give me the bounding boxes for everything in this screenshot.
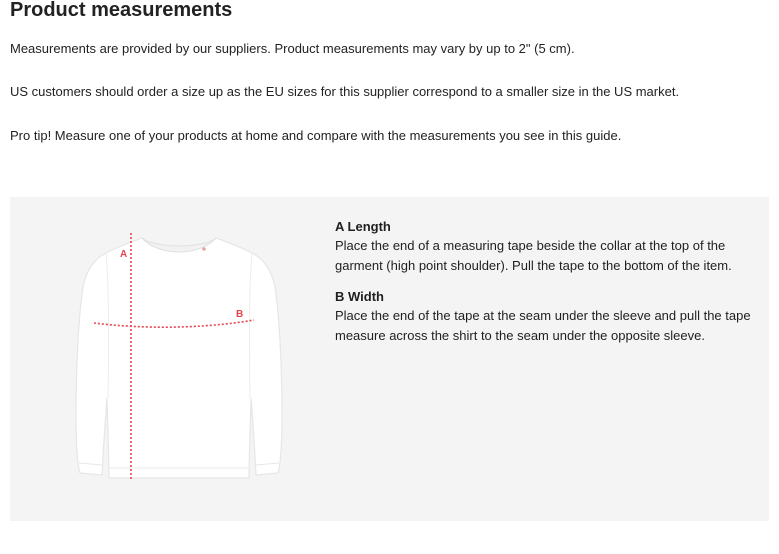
page-title: Product measurements [10,0,233,21]
measurement-a-description: Place the end of a measuring tape beside the collar at the top of the garment (high point shoulder). Pull the tape to the bottom of the item. [335,238,732,273]
measurement-instructions [335,218,755,345]
sweatshirt-illustration [72,223,290,493]
us-sizing-note: US customers should order a size up as the EU sizes for this supplier correspond to a smaller size in the US market. [10,84,680,99]
measurement-b-description: Place the end of the tape at the seam under the sleeve and pull the tape measure across the shirt to the seam under the opposite sleeve. [335,308,751,343]
marker-b: B [236,309,244,320]
pro-tip: Pro tip! Measure one of your products at home and compare with the measurements you see in this guide. [10,128,622,143]
measurement-guide-panel [10,197,769,521]
measurement-b-title: B Width [335,289,384,304]
measurement-b [335,288,755,345]
measurement-a-title: A Length [335,219,391,234]
supplier-note: Measurements are provided by our suppliers. Product measurements may vary by up to 2" (5 cm). [10,41,575,56]
measurement-a [335,218,755,275]
marker-a: A [120,249,128,260]
